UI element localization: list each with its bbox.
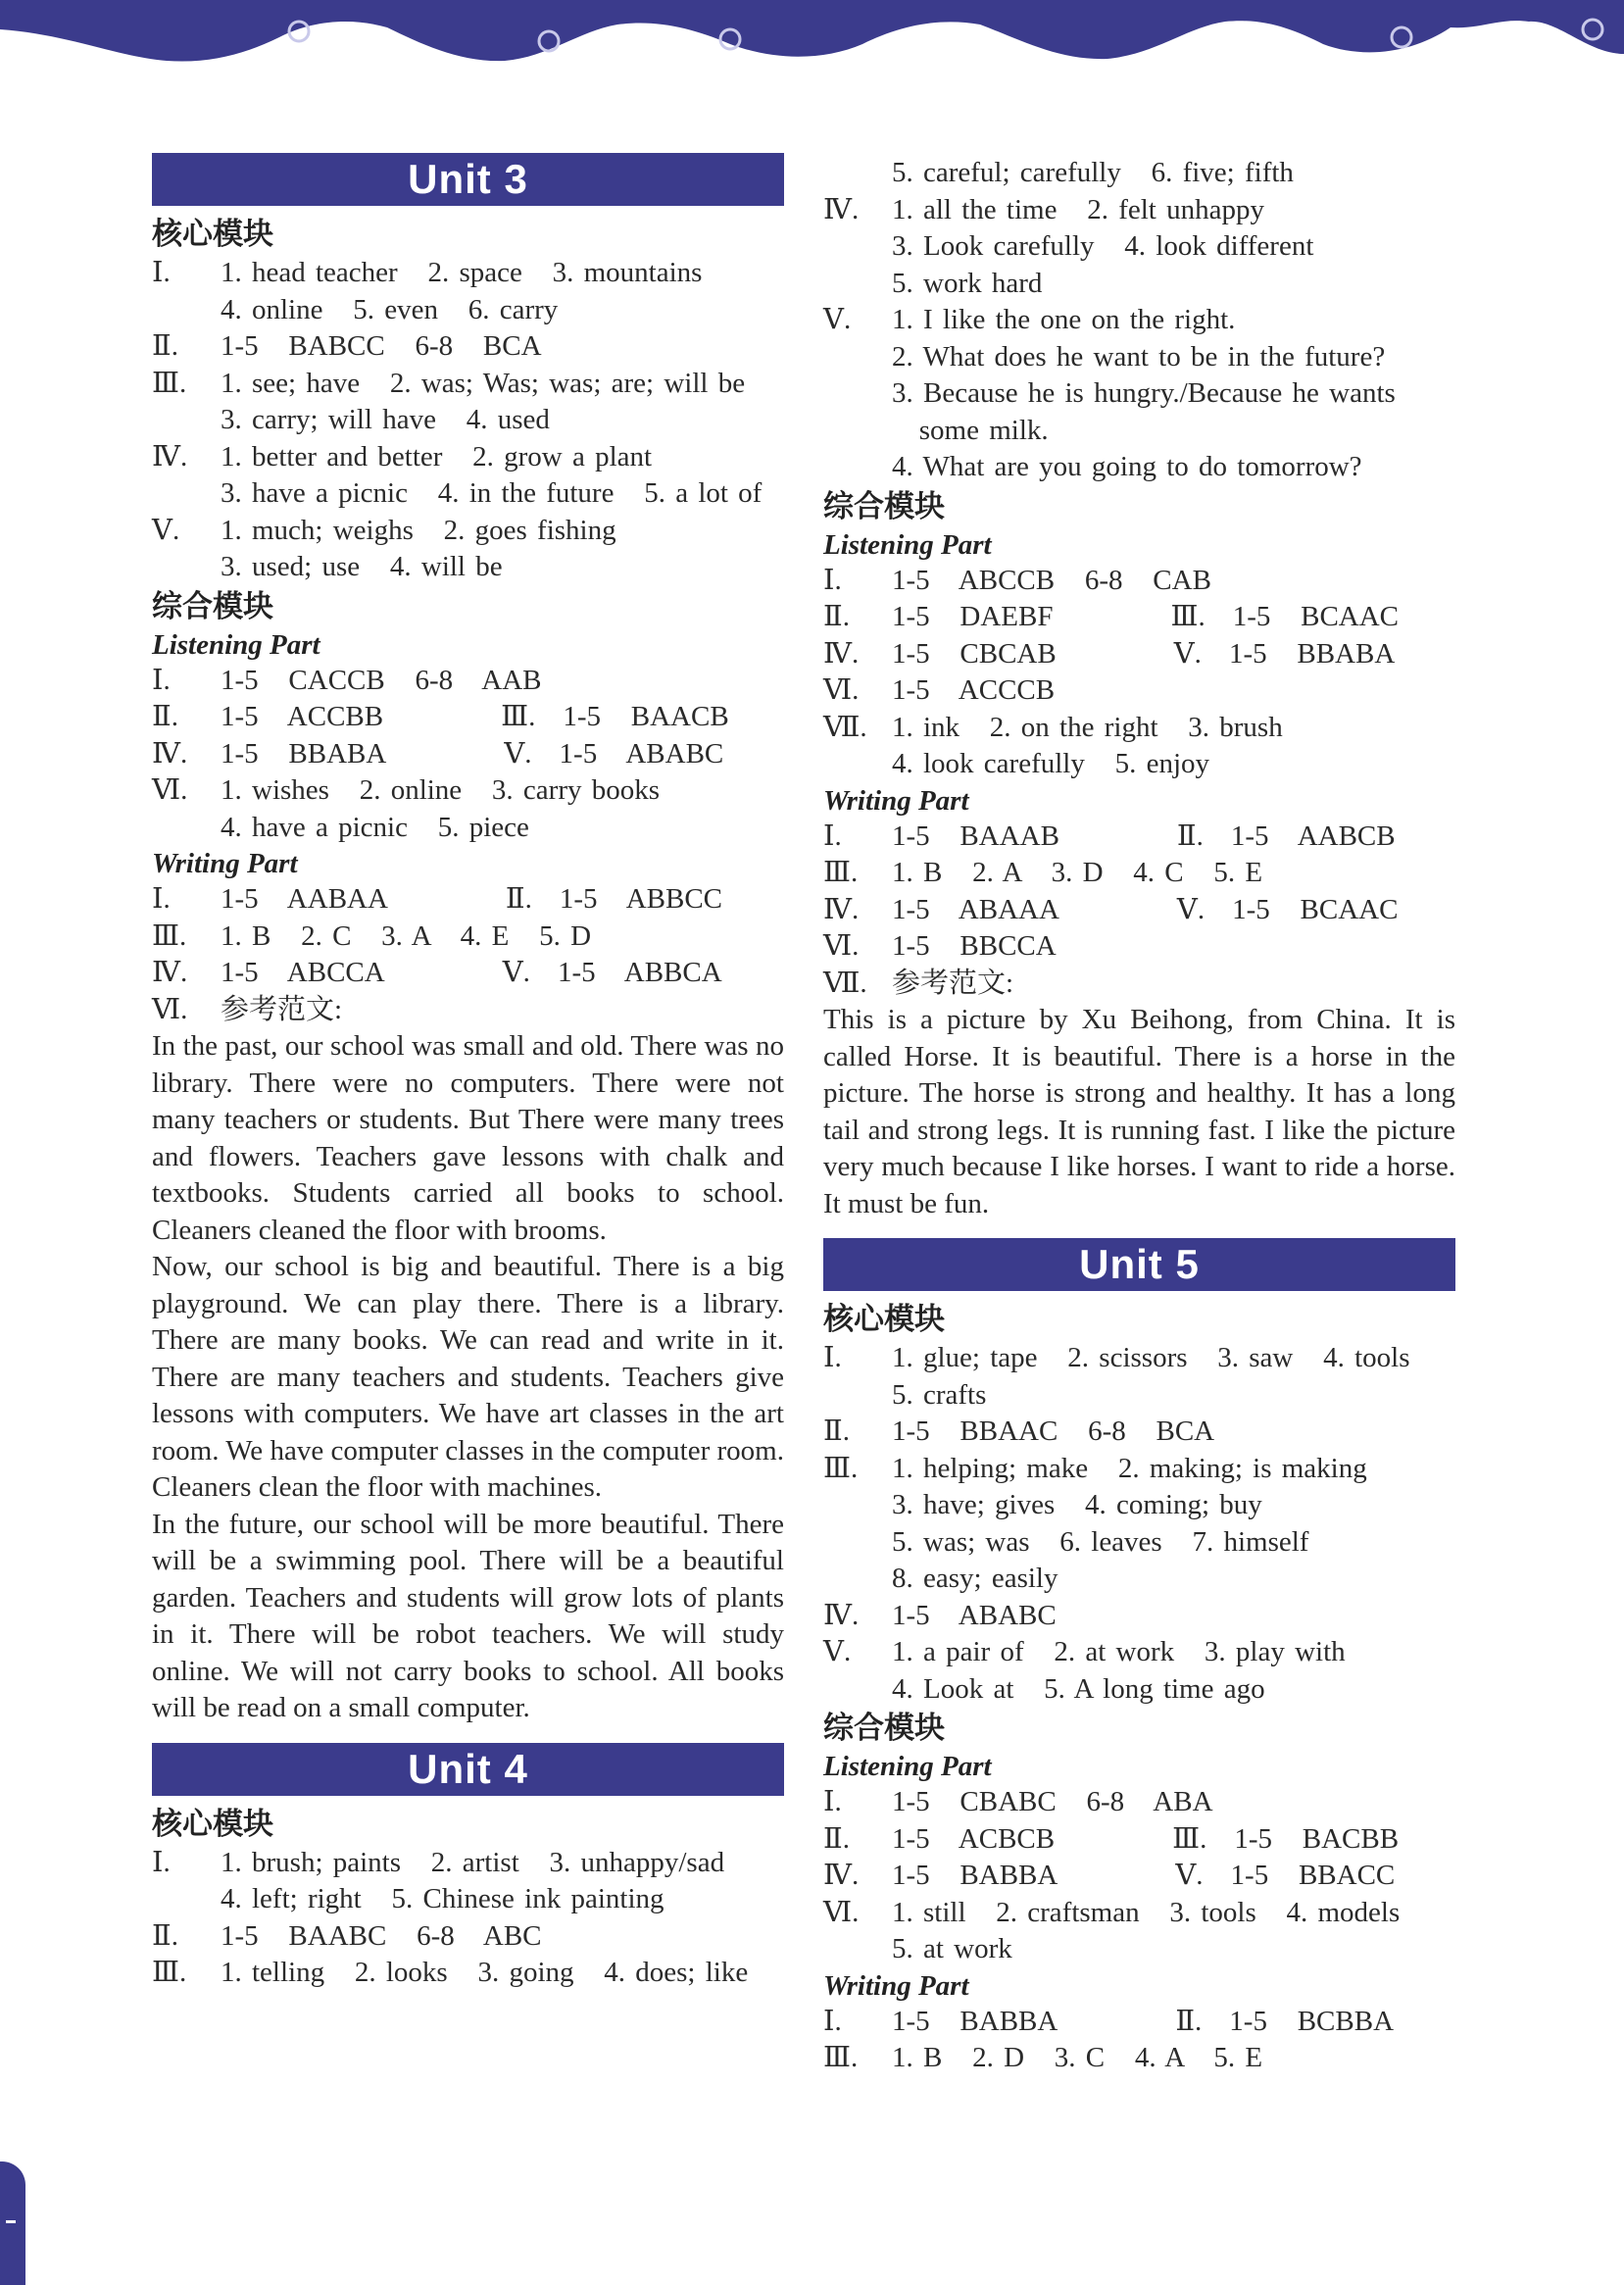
answer-text [892, 1340, 1455, 1377]
answer-value: 1-5 BACBB [1234, 1822, 1400, 1855]
unit5-core-list [823, 1340, 1455, 1708]
essay-paragraph: In the past, our school was small and old. There was no library. There were no computers. There were not many teachers or students. But There were many trees and flowers. Teachers gave lessons with chalk and textbooks. Students carried all books to school. Cleaners cleaned the floor with brooms. [152, 1030, 784, 1246]
answer-value: 1-5 AABAA [221, 883, 388, 915]
answer-text [892, 1931, 1455, 1968]
question-number [823, 375, 892, 413]
answer-value: 参考范文: [892, 967, 1014, 999]
essay-paragraph: This is a picture by Xu Beihong, from China. It is called Horse. It is beautiful. There is a horse in the picture. The horse is strong and healthy. It has a long tail and strong legs. It is running fast. I like the picture very much because I like horses. I want to ride a horse. It must be fun. [823, 1004, 1455, 1219]
answer-text [221, 772, 784, 810]
answer-value: some milk. [892, 414, 1049, 446]
answer-text [221, 292, 784, 329]
question-number [152, 292, 221, 329]
answer-row [823, 819, 1455, 856]
answer-text [892, 892, 1455, 929]
answer-value: 5. work hard [892, 267, 1043, 299]
question-number: Ⅱ. [505, 883, 532, 915]
answer-value: 5. crafts [892, 1378, 987, 1411]
answer-text [892, 192, 1455, 229]
answer-value: 1-5 ABABC [559, 737, 724, 770]
unit3-writing-list [152, 881, 784, 1028]
question-number: Ⅶ. [823, 711, 867, 743]
question-number [823, 1487, 892, 1524]
answer-value: 1. B 2. D 3. C 4. A 5. E [892, 2042, 1263, 2073]
answer-row [152, 1881, 784, 1918]
question-number [823, 266, 892, 303]
answer-row [823, 636, 1455, 673]
answer-value: 1-5 ABCCA [221, 957, 385, 988]
answer-value: 1-5 ACBCB [892, 1822, 1056, 1855]
answer-value: 1. helping; make 2. making; is making [892, 1452, 1367, 1484]
question-number: Ⅲ. [152, 367, 187, 399]
answer-text [892, 966, 1455, 1003]
unit5-listening-heading: Listening Part [823, 1751, 992, 1782]
question-number [823, 1524, 892, 1562]
answer-row [823, 599, 1455, 636]
answer-row [823, 563, 1455, 600]
question-number: Ⅴ. [152, 514, 180, 546]
answer-text [221, 810, 784, 847]
answer-text [892, 1451, 1455, 1488]
answer-row [152, 402, 784, 439]
answer-row [823, 1487, 1455, 1524]
answer-value: 3. Look carefully 4. look different [892, 230, 1314, 262]
answer-value: 1. all the time 2. felt unhappy [892, 193, 1264, 225]
answer-row [152, 699, 784, 736]
unit5-listening-list [823, 1784, 1455, 1968]
answer-value: 1-5 CACCB 6-8 AAB [221, 664, 542, 696]
question-number: Ⅳ. [152, 440, 188, 472]
question-number [823, 1377, 892, 1415]
answer-row [823, 1634, 1455, 1671]
answer-text [892, 1414, 1455, 1451]
answer-value: 1-5 CBCAB [892, 637, 1057, 670]
unit4-core-heading: 核心模块 [152, 1806, 273, 1842]
question-number: Ⅵ. [823, 674, 860, 706]
question-number: Ⅳ. [152, 737, 188, 770]
essay-paragraph: In the future, our school will be more beautiful. There will be a swimming pool. There will be a beautiful garden. Teachers and students will grow lots of plants in it. There will be robot teachers. We will study online. We will not carry books to school. All books will be read on a small computer. [152, 1508, 784, 1723]
answer-text [221, 513, 784, 550]
answer-row [823, 710, 1455, 747]
answer-row [152, 255, 784, 292]
question-number: Ⅳ. [152, 957, 188, 988]
answer-value: 1. brush; paints 2. artist 3. unhappy/sad [221, 1846, 725, 1878]
answer-row [823, 192, 1455, 229]
answer-value: 1. B 2. C 3. A 4. E 5. D [221, 919, 592, 952]
answer-value: 1-5 ABBCA [557, 957, 722, 988]
question-number [152, 475, 221, 513]
answer-text [892, 1634, 1455, 1671]
question-number [823, 339, 892, 376]
answer-text [221, 663, 784, 700]
question-number: Ⅲ. [501, 701, 536, 732]
answer-row [823, 928, 1455, 966]
question-number: Ⅴ. [502, 957, 530, 988]
answer-row [823, 966, 1455, 1003]
question-number: Ⅵ. [823, 1896, 860, 1928]
answer-row [823, 672, 1455, 710]
unit3-listening-heading: Listening Part [152, 628, 320, 661]
question-number: Ⅰ. [823, 1786, 842, 1817]
question-number [823, 1671, 892, 1709]
answer-text [892, 2004, 1455, 2041]
answer-value: 1-5 BBACC [1230, 1860, 1396, 1891]
question-number: Ⅵ. [823, 930, 860, 962]
answer-text [892, 1858, 1455, 1895]
answer-text [892, 928, 1455, 966]
question-number [823, 228, 892, 266]
answer-value: 1-5 BABBA [892, 1860, 1058, 1891]
answer-value: 1-5 BBAAC 6-8 BCA [892, 1416, 1215, 1447]
question-number [152, 549, 221, 586]
answer-value: 1. ink 2. on the right 3. brush [892, 711, 1283, 743]
question-number: Ⅴ. [1173, 637, 1202, 670]
answer-text [221, 736, 784, 773]
answer-value: 4. What are you going to do tomorrow? [892, 451, 1362, 482]
answer-text [221, 1845, 784, 1882]
question-number: Ⅴ. [1175, 1860, 1204, 1891]
answer-value: 参考范文: [221, 993, 343, 1025]
unit4-core-list-continued [823, 155, 1455, 486]
unit4-listening-list [823, 563, 1455, 783]
answer-text [892, 1487, 1455, 1524]
answer-value: 1-5 ABAAA [892, 893, 1059, 925]
answer-text [221, 439, 784, 476]
answer-value: 1. still 2. craftsman 3. tools 4. models [892, 1896, 1401, 1928]
unit5-header: Unit 5 [823, 1238, 1455, 1291]
unit5-core-heading: 核心模块 [823, 1302, 945, 1337]
question-number: Ⅲ. [823, 857, 859, 888]
answer-value: 1-5 BCAAC [1232, 893, 1399, 925]
answer-text [892, 413, 1455, 450]
answer-value: 3. used; use 4. will be [221, 551, 503, 582]
answer-value: 1-5 BBCCA [892, 930, 1057, 962]
unit4-listening-heading: Listening Part [823, 528, 992, 561]
question-number: Ⅱ. [152, 701, 178, 732]
answer-text [892, 599, 1455, 636]
answer-value: 1-5 BCBBA [1229, 2005, 1395, 2037]
answer-text [892, 1561, 1455, 1598]
answer-value: 1-5 ACCCB [892, 674, 1056, 706]
answer-row [152, 328, 784, 366]
question-number: Ⅳ. [823, 1599, 860, 1631]
answer-row [152, 1918, 784, 1956]
answer-row [152, 1845, 784, 1882]
answer-value: 1. head teacher 2. space 3. mountains [221, 257, 703, 288]
answer-row [152, 881, 784, 919]
left-column [152, 147, 784, 1992]
unit3-core-list [152, 255, 784, 586]
question-number: Ⅶ. [823, 967, 867, 999]
question-number: Ⅰ. [152, 883, 171, 915]
question-number: Ⅰ. [823, 2005, 842, 2037]
answer-row [823, 339, 1455, 376]
decorative-wave-banner [0, 0, 1624, 69]
question-number: Ⅲ. [1172, 1822, 1207, 1855]
question-number: Ⅱ. [823, 1822, 850, 1855]
question-number: Ⅳ. [823, 637, 860, 670]
answer-text [892, 449, 1455, 486]
answer-text [221, 992, 784, 1029]
answer-row [152, 439, 784, 476]
unit3-header: Unit 3 [152, 153, 784, 206]
answer-text [892, 375, 1455, 413]
answer-text [892, 855, 1455, 892]
answer-value: 1-5 ACCBB [221, 701, 384, 732]
answer-value: 4. have a picnic 5. piece [221, 811, 529, 843]
question-number: Ⅱ. [823, 601, 850, 632]
answer-row [152, 1955, 784, 1992]
answer-value: 8. easy; easily [892, 1563, 1058, 1594]
answer-value: 1-5 CBABC 6-8 ABA [892, 1786, 1213, 1817]
answer-value: 1. glue; tape 2. scissors 3. saw 4. tools [892, 1342, 1410, 1373]
question-number [152, 810, 221, 847]
answer-value: 1-5 BAACB [563, 701, 729, 732]
answer-text [221, 955, 784, 992]
answer-value: 1. see; have 2. was; Was; was; are; will be [221, 367, 746, 399]
answer-value: 4. online 5. even 6. carry [221, 293, 559, 325]
answer-text [892, 563, 1455, 600]
answer-value: 1-5 ABCCB 6-8 CAB [892, 564, 1211, 596]
answer-value: 1. much; weighs 2. goes fishing [221, 514, 616, 546]
question-number [823, 449, 892, 486]
answer-text [892, 1377, 1455, 1415]
answer-value: 1-5 BBABA [1228, 637, 1396, 670]
answer-text [892, 636, 1455, 673]
answer-value: 4. Look at 5. A long time ago [892, 1672, 1265, 1705]
answer-text [892, 339, 1455, 376]
answer-row [823, 1524, 1455, 1562]
answer-text [221, 1955, 784, 1992]
question-number: Ⅰ. [152, 664, 171, 696]
essay-paragraph: Now, our school is big and beautiful. There is a big playground. We can play there. There is a library. There are many books. We can read and write in it. There are many teachers and students. Teachers give lessons with computers. We have art classes in the art room. We have computer classes in the computer room. Cleaners clean the floor with machines. [152, 1251, 784, 1503]
answer-text [221, 1918, 784, 1956]
question-number: Ⅲ. [823, 1452, 859, 1484]
answer-row [823, 1671, 1455, 1709]
answer-row [152, 810, 784, 847]
answer-row [823, 1858, 1455, 1895]
answer-row [823, 228, 1455, 266]
question-number: Ⅴ. [1176, 893, 1206, 925]
question-number [823, 413, 892, 450]
answer-text [221, 1881, 784, 1918]
question-number [823, 1561, 892, 1598]
question-number [823, 746, 892, 783]
question-number: Ⅵ. [152, 993, 188, 1025]
question-number [152, 402, 221, 439]
answer-row [823, 892, 1455, 929]
unit4-writing-list [823, 819, 1455, 1003]
answer-text [221, 475, 784, 513]
answer-row [823, 1784, 1455, 1821]
answer-row [823, 855, 1455, 892]
answer-value: 2. What does he want to be in the future? [892, 340, 1386, 373]
answer-row [823, 1340, 1455, 1377]
answer-row [823, 2004, 1455, 2041]
answer-row [823, 1414, 1455, 1451]
answer-value: 1. B 2. A 3. D 4. C 5. E [892, 857, 1263, 888]
question-number: Ⅴ. [823, 1636, 852, 1667]
answer-row [823, 155, 1455, 192]
answer-text [892, 1524, 1455, 1562]
answer-value: 1. a pair of 2. at work 3. play with [892, 1636, 1346, 1667]
answer-row [823, 2040, 1455, 2077]
question-number: Ⅴ. [504, 737, 532, 770]
answer-value: 3. carry; will have 4. used [221, 404, 550, 435]
question-number: Ⅱ. [1176, 820, 1204, 852]
unit3-writing-heading: Writing Part [152, 848, 298, 879]
answer-value: 3. have; gives 4. coming; buy [892, 1489, 1262, 1520]
answer-row [823, 1451, 1455, 1488]
answer-text [892, 710, 1455, 747]
answer-text [221, 328, 784, 366]
question-number: Ⅴ. [823, 304, 852, 335]
answer-text [221, 549, 784, 586]
unit4-core-list [152, 1845, 784, 1992]
answer-row [152, 919, 784, 956]
question-number: Ⅲ. [1170, 601, 1206, 632]
answer-value: 1-5 AABCB [1230, 820, 1396, 852]
unit3-comp-heading: 综合模块 [152, 588, 273, 624]
answer-value: 1-5 BABBA [892, 2005, 1058, 2037]
answer-text [221, 255, 784, 292]
page-edge-tab [0, 2161, 25, 2285]
answer-row [152, 513, 784, 550]
question-number: Ⅱ. [1175, 2005, 1203, 2037]
answer-row [152, 992, 784, 1029]
answer-text [892, 155, 1455, 192]
question-number: Ⅲ. [152, 919, 187, 952]
answer-row [823, 1561, 1455, 1598]
answer-row [823, 1377, 1455, 1415]
question-number: Ⅳ. [823, 193, 860, 225]
question-number: Ⅱ. [823, 1416, 850, 1447]
answer-value: 4. left; right 5. Chinese ink painting [221, 1883, 664, 1914]
unit4-writing-heading: Writing Part [823, 784, 969, 817]
answer-value: 3. have a picnic 4. in the future 5. a lot of [221, 477, 763, 509]
answer-text [892, 1895, 1455, 1932]
answer-row [152, 663, 784, 700]
question-number: Ⅱ. [152, 1919, 178, 1952]
answer-value: 1. telling 2. looks 3. going 4. does; like [221, 1957, 749, 1988]
question-number: Ⅰ. [152, 257, 171, 288]
unit4-comp-heading: 综合模块 [823, 488, 945, 524]
answer-row [823, 1931, 1455, 1968]
question-number: Ⅱ. [152, 330, 178, 362]
answer-text [892, 1671, 1455, 1709]
answer-value: 1-5 ABBCC [559, 883, 723, 915]
unit4-sample-essay [823, 1002, 1455, 1222]
answer-value: 4. look carefully 5. enjoy [892, 748, 1210, 779]
answer-value: 1-5 BABCC 6-8 BCA [221, 330, 542, 362]
question-number [823, 155, 892, 192]
answer-value: 1-5 BBABA [221, 737, 387, 770]
question-number: Ⅵ. [152, 774, 188, 806]
answer-text [892, 819, 1455, 856]
answer-row [152, 366, 784, 403]
answer-value: 1. I like the one on the right. [892, 304, 1236, 335]
answer-value: 1-5 DAEBF [892, 601, 1054, 632]
answer-row [823, 413, 1455, 450]
answer-value: 1-5 BAABC 6-8 ABC [221, 1919, 542, 1952]
answer-row [152, 955, 784, 992]
answer-text [892, 1598, 1455, 1635]
answer-value: 5. at work [892, 1933, 1012, 1964]
answer-row [823, 746, 1455, 783]
answer-row [152, 772, 784, 810]
question-number: Ⅰ. [823, 820, 842, 852]
answer-row [823, 266, 1455, 303]
answer-value: 1-5 ABABC [892, 1599, 1057, 1631]
answer-value: 3. Because he is hungry./Because he wants [892, 377, 1396, 409]
answer-value: 1. better and better 2. grow a plant [221, 440, 653, 472]
answer-row [823, 302, 1455, 339]
answer-text [892, 1821, 1455, 1859]
answer-row [823, 375, 1455, 413]
question-number: Ⅰ. [152, 1846, 171, 1878]
answer-text [892, 266, 1455, 303]
answer-value: 5. was; was 6. leaves 7. himself [892, 1525, 1309, 1558]
answer-text [892, 1784, 1455, 1821]
answer-value: 1-5 BCAAC [1232, 601, 1400, 632]
answer-text [892, 228, 1455, 266]
question-number: Ⅰ. [823, 1342, 842, 1373]
unit3-sample-essay [152, 1028, 784, 1727]
answer-row [152, 549, 784, 586]
question-number [152, 1881, 221, 1918]
answer-text [892, 746, 1455, 783]
question-number [823, 1931, 892, 1968]
question-number: Ⅲ. [152, 1957, 187, 1988]
unit5-comp-heading: 综合模块 [823, 1711, 945, 1746]
question-number: Ⅳ. [823, 893, 860, 925]
answer-value: 1-5 BAAAB [892, 820, 1059, 852]
right-column [823, 155, 1455, 2077]
answer-row [152, 475, 784, 513]
answer-text [221, 699, 784, 736]
answer-text [221, 366, 784, 403]
answer-value: 5. careful; carefully 6. five; fifth [892, 157, 1294, 188]
question-number: Ⅰ. [823, 564, 842, 596]
answer-text [221, 881, 784, 919]
answer-row [823, 1821, 1455, 1859]
answer-row [823, 449, 1455, 486]
unit4-header: Unit 4 [152, 1743, 784, 1796]
answer-text [221, 919, 784, 956]
answer-text [892, 302, 1455, 339]
answer-text [892, 672, 1455, 710]
answer-value: 1. wishes 2. online 3. carry books [221, 774, 661, 806]
unit3-core-heading: 核心模块 [152, 217, 273, 252]
answer-row [152, 736, 784, 773]
answer-text [221, 402, 784, 439]
unit5-writing-list [823, 2004, 1455, 2077]
unit3-listening-list [152, 663, 784, 847]
question-number: Ⅲ. [823, 2042, 859, 2073]
answer-row [823, 1895, 1455, 1932]
answer-row [152, 292, 784, 329]
unit5-writing-heading: Writing Part [823, 1969, 969, 2002]
answer-text [892, 2040, 1455, 2077]
answer-row [823, 1598, 1455, 1635]
question-number: Ⅳ. [823, 1860, 860, 1891]
